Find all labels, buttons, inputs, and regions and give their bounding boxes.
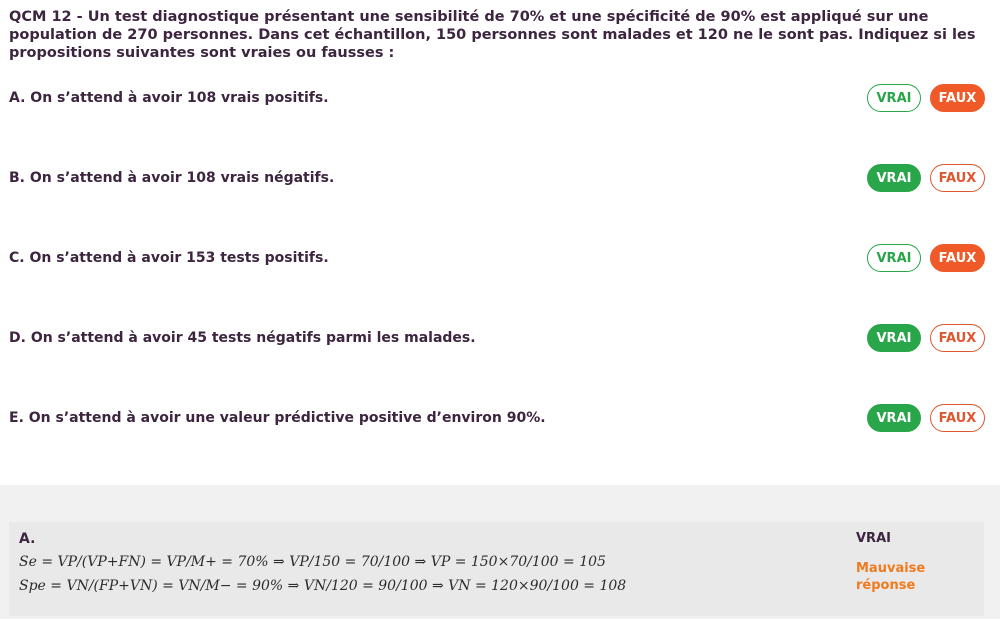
proposition-a xyxy=(0,78,1000,118)
faux-button-d[interactable]: FAUX xyxy=(930,324,985,352)
proposition-text: B. On s’attend à avoir 108 vrais négatifs. xyxy=(9,170,335,186)
correction-letter: A. xyxy=(19,531,36,547)
vrai-button-d[interactable]: VRAI xyxy=(867,324,921,352)
question-text: QCM 12 - Un test diagnostique présentant une sensibilité de 70% et une spécificité de 90% est appliqué sur une population de 270 personnes. Dans cet échantillon, 150 personnes sont malades et 120 ne le sont pas. Indiquez si les propositions suivantes sont vraies ou fausses : xyxy=(9,9,976,61)
correction-verdict: VRAI xyxy=(856,531,891,546)
faux-button-a[interactable]: FAUX xyxy=(930,84,985,112)
proposition-c xyxy=(0,238,1000,278)
faux-button-c[interactable]: FAUX xyxy=(930,244,985,272)
vrai-button-a[interactable]: VRAI xyxy=(867,84,921,112)
proposition-text: A. On s’attend à avoir 108 vrais positifs. xyxy=(9,90,329,106)
feedback-message: Mauvaise réponse xyxy=(856,561,926,593)
proposition-b xyxy=(0,158,1000,198)
correction-box xyxy=(9,522,984,616)
vrai-button-b[interactable]: VRAI xyxy=(867,164,921,192)
vrai-button-c[interactable]: VRAI xyxy=(867,244,921,272)
faux-button-b[interactable]: FAUX xyxy=(930,164,985,192)
proposition-text: D. On s’attend à avoir 45 tests négatifs parmi les malades. xyxy=(9,330,476,346)
vrai-button-e[interactable]: VRAI xyxy=(867,404,921,432)
proposition-d xyxy=(0,318,1000,358)
formula-specificity: Spe = VN/(FP+VN) = VN/M− = 90% ⇒ VN/120 = 90/100 ⇒ VN = 120×90/100 = 108 xyxy=(19,578,627,594)
formula-sensitivity: Se = VP/(VP+FN) = VP/M+ = 70% ⇒ VP/150 = 70/100 ⇒ VP = 150×70/100 = 105 xyxy=(19,554,606,570)
proposition-text: C. On s’attend à avoir 153 tests positifs. xyxy=(9,250,329,266)
proposition-e xyxy=(0,398,1000,438)
faux-button-e[interactable]: FAUX xyxy=(930,404,985,432)
proposition-text: E. On s’attend à avoir une valeur prédictive positive d’environ 90%. xyxy=(9,410,546,426)
